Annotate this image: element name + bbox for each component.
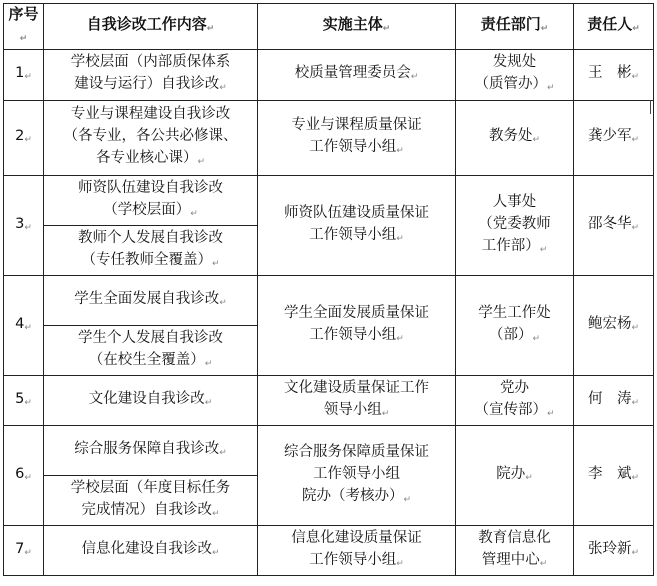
subject-cell	[258, 101, 456, 176]
cell-line: 专业与课程建设自我诊改	[70, 106, 231, 122]
person-cell: 张玲新↵	[574, 526, 654, 576]
row-number: 1↵	[4, 50, 44, 101]
dept-cell	[456, 526, 574, 576]
cell-line: 专业与课程质量保证	[291, 117, 422, 133]
header-dept: 责任部门↵	[456, 4, 574, 50]
cell-line: 学生全面发展自我诊改↵	[74, 290, 227, 308]
content-cell	[44, 526, 258, 576]
content-cell	[44, 101, 258, 176]
table-body	[4, 50, 654, 576]
table-row	[4, 426, 654, 476]
cell-line: 党办	[500, 379, 529, 396]
cell-line: 建设与运行）自我诊改↵	[74, 76, 227, 93]
cell-line: 综合服务保障质量保证	[284, 443, 429, 460]
content-cell	[44, 176, 258, 226]
header-no: 序号↵	[4, 4, 44, 50]
cell-line: 学生工作处	[478, 304, 551, 321]
cell-line: 信息化建设质量保证	[291, 529, 422, 546]
header-content: 自我诊改工作内容↵	[44, 4, 258, 50]
subject-cell	[258, 426, 456, 526]
dept-cell	[456, 276, 574, 376]
cell-line: 师资队伍建设质量保证	[284, 204, 429, 221]
cell-line: （部）↵	[488, 326, 541, 344]
table-row	[4, 276, 654, 326]
cell-line: 师资队伍建设自我诊改	[78, 179, 223, 196]
cell-line: 各专业核心课）↵	[95, 150, 206, 167]
subject-cell	[258, 526, 456, 576]
content-cell	[44, 326, 258, 376]
header-row	[4, 4, 654, 50]
dept-cell	[456, 426, 574, 526]
cell-line: 教务处↵	[488, 128, 541, 145]
content-cell	[44, 226, 258, 276]
row-number: 7↵	[4, 526, 44, 576]
row-number: 3↵	[4, 176, 44, 276]
cell-line: 文化建设质量保证工作	[284, 379, 429, 396]
cell-line: 学校层面（年度目标任务	[70, 479, 231, 496]
row-number: 6↵	[4, 426, 44, 526]
cell-line: 工作领导小组↵	[309, 326, 404, 344]
dept-cell	[456, 176, 574, 276]
cell-line: 人事处	[492, 193, 537, 210]
content-cell	[44, 276, 258, 326]
cell-line: 工作领导小组↵	[309, 139, 404, 156]
cell-line: 完成情况）自我诊改↵	[81, 501, 220, 519]
table-row	[4, 101, 654, 176]
cell-line: 文化建设自我诊改↵	[88, 390, 213, 408]
person-cell: 龚少军↵	[574, 101, 654, 176]
cell-line: （学校层面）↵	[103, 201, 198, 219]
content-cell	[44, 476, 258, 526]
subject-cell	[258, 176, 456, 276]
margin-marker	[650, 100, 654, 114]
cell-line: 信息化建设自我诊改↵	[81, 540, 220, 558]
table-row	[4, 176, 654, 226]
cell-line: （各专业，各公共必修课、	[63, 128, 238, 144]
subject-cell	[258, 276, 456, 376]
cell-line: 学生个人发展自我诊改	[78, 329, 223, 346]
content-cell	[44, 50, 258, 101]
cell-line: （党委教师	[478, 215, 551, 232]
cell-line: 教师个人发展自我诊改	[78, 229, 223, 246]
row-number: 5↵	[4, 376, 44, 426]
cell-line: 教育信息化	[478, 529, 551, 546]
header-person: 责任人↵	[574, 4, 654, 50]
cell-line: 工作领导小组	[313, 465, 400, 482]
cell-line: 学校层面（内部质保体系	[70, 54, 231, 70]
cell-line: 学生全面发展质量保证	[284, 304, 429, 321]
content-cell	[44, 426, 258, 476]
cell-line: 发规处	[492, 54, 537, 70]
subject-cell	[258, 50, 456, 101]
header-subject: 实施主体↵	[258, 4, 456, 50]
person-cell: 李 斌↵	[574, 426, 654, 526]
content-cell	[44, 376, 258, 426]
row-number: 4↵	[4, 276, 44, 376]
subject-cell	[258, 376, 456, 426]
cell-line: 院办↵	[496, 465, 533, 483]
person-cell: 王 彬↵	[574, 50, 654, 101]
cell-line: （专任教师全覆盖）↵	[81, 251, 220, 269]
work-content-table	[3, 3, 654, 576]
cell-line: 校质量管理委员会↵	[294, 65, 419, 82]
cell-line: 领导小组↵	[323, 401, 390, 419]
person-cell: 何 涛↵	[574, 376, 654, 426]
cell-line: 管理中心↵	[481, 551, 548, 569]
table-row	[4, 526, 654, 576]
cell-line: （在校生全覆盖）↵	[88, 351, 213, 369]
table-row	[4, 50, 654, 101]
dept-cell	[456, 101, 574, 176]
dept-cell	[456, 376, 574, 426]
cell-line: 院办（考核办）↵	[301, 487, 412, 505]
person-cell: 鲍宏杨↵	[574, 276, 654, 376]
row-number: 2↵	[4, 101, 44, 176]
cell-line: 综合服务保障自我诊改↵	[74, 440, 227, 458]
cell-line: 工作部）↵	[481, 237, 548, 255]
dept-cell	[456, 50, 574, 101]
person-cell: 邵冬华↵	[574, 176, 654, 276]
cell-line: （质管办）↵	[474, 76, 555, 93]
table-row	[4, 376, 654, 426]
cell-line: 工作领导小组↵	[309, 551, 404, 569]
cell-line: （宣传部）↵	[474, 401, 555, 419]
cell-line: 工作领导小组↵	[309, 226, 404, 244]
